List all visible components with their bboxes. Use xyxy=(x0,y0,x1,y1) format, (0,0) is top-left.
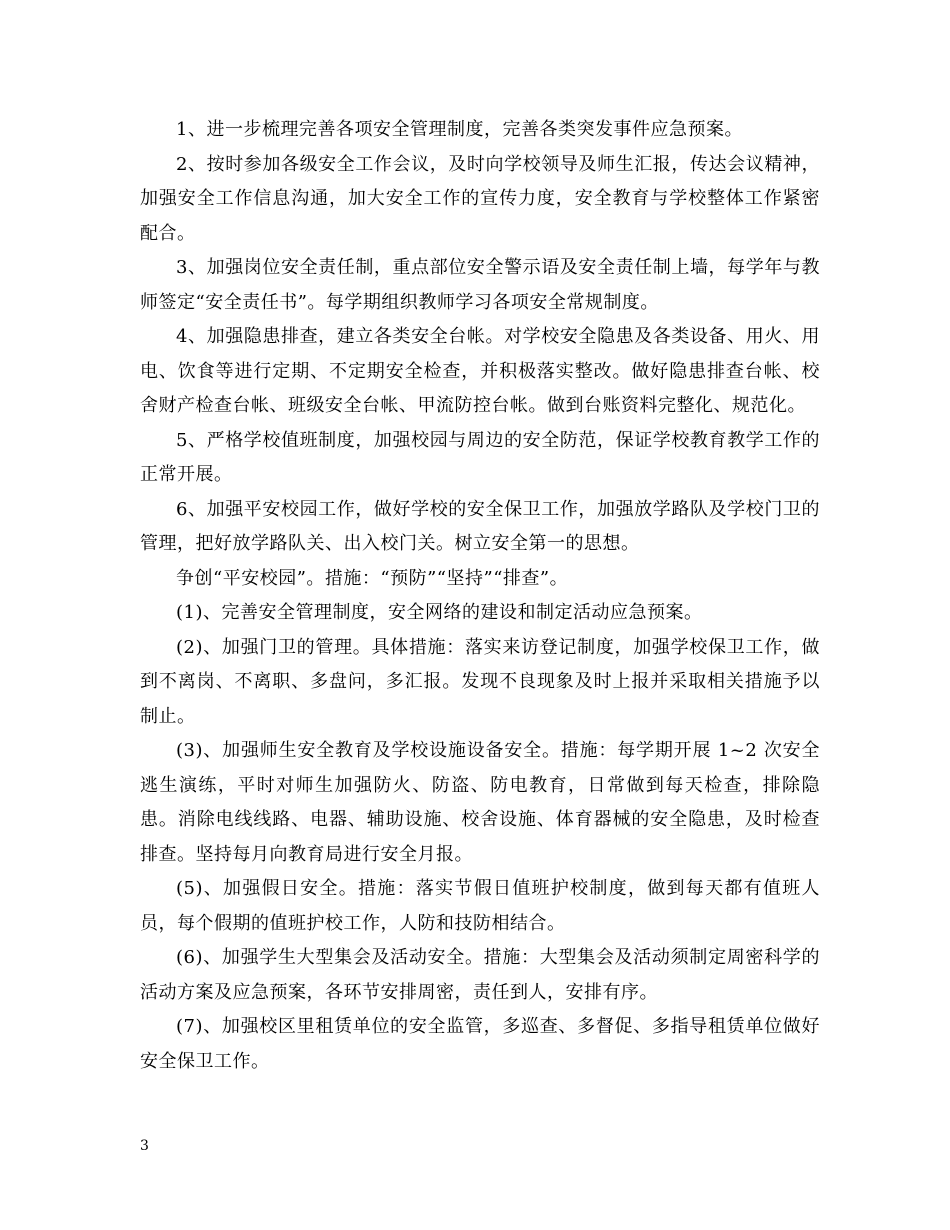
page-number: 3 xyxy=(140,1138,149,1154)
paragraph: 争创“平安校园”。措施：“预防”“坚持”“排查”。 xyxy=(176,567,569,589)
paragraph: 4、加强隐患排查，建立各类安全台帐。对学校安全隐患及各类设备、用火、用电、饮食等进行定期、不定期安全检查，并积极落实整改。做好隐患排查台帐、校舍财产检查台帐、班级安全台帐、甲流防控台帐。做到台账资料完整化、规范化。 xyxy=(140,326,820,416)
paragraph: 6、加强平安校园工作，做好学校的安全保卫工作，加强放学路队及学校门卫的管理，把好放学路队关、出入校门关。树立安全第一的思想。 xyxy=(140,498,820,554)
paragraph: (2)、加强门卫的管理。具体措施：落实来访登记制度，加强学校保卫工作，做到不离岗、不离职、多盘问，多汇报。发现不良现象及时上报并采取相关措施予以制止。 xyxy=(140,636,820,727)
paragraph: (1)、完善安全管理制度，安全网络的建设和制定活动应急预案。 xyxy=(176,602,703,623)
paragraph: 3、加强岗位安全责任制，重点部位安全警示语及安全责任制上墙，每学年与教师签定“安全责任书”。每学期组织教师学习各项安全常规制度。 xyxy=(140,257,820,313)
paragraph: 5、严格学校值班制度，加强校园与周边的安全防范，保证学校教育教学工作的正常开展。 xyxy=(140,429,820,485)
paragraph: (7)、加强校区里租赁单位的安全监管，多巡查、多督促、多指导租赁单位做好安全保卫工作。 xyxy=(140,1016,820,1072)
document-body xyxy=(140,113,820,1079)
paragraph: 1、进一步梳理完善各项安全管理制度，完善各类突发事件应急预案。 xyxy=(176,119,743,140)
paragraph: (3)、加强师生安全教育及学校设施设备安全。措施：每学期开展 1~2 次安全逃生演练，平时对师生加强防火、防盗、防电教育，日常做到每天检查，排除隐患。消除电线线路、电器、辅助设施、校舍设施、体育器械的安全隐患，及时检查排查。坚持每月向教育局进行安全月报。 xyxy=(140,740,820,865)
paragraph: (5)、加强假日安全。措施：落实节假日值班护校制度，做到每天都有值班人员，每个假期的值班护校工作，人防和技防相结合。 xyxy=(140,878,820,934)
paragraph: 2、按时参加各级安全工作会议，及时向学校领导及师生汇报，传达会议精神，加强安全工作信息沟通，加大安全工作的宣传力度，安全教育与学校整体工作紧密配合。 xyxy=(140,153,820,244)
paragraph: (6)、加强学生大型集会及活动安全。措施：大型集会及活动须制定周密科学的活动方案及应急预案，各环节安排周密，责任到人，安排有序。 xyxy=(140,947,820,1003)
